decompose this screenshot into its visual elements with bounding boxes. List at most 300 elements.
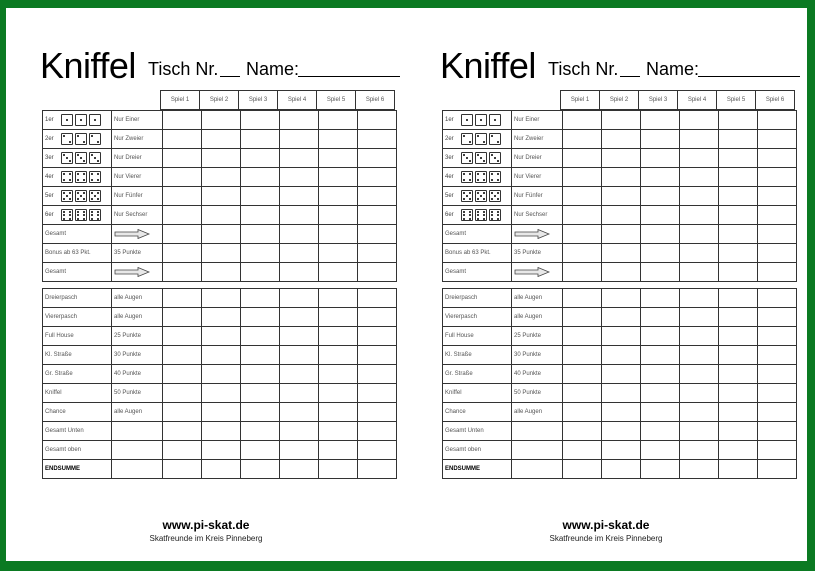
score-cell[interactable] xyxy=(563,327,602,346)
score-cell[interactable] xyxy=(319,263,358,282)
score-cell[interactable] xyxy=(319,289,358,308)
row-hint: Nur Einer xyxy=(512,111,563,130)
die-2-icon xyxy=(61,133,73,145)
row-label-text: 2er xyxy=(445,136,454,142)
score-cell[interactable] xyxy=(241,365,280,384)
score-cell[interactable] xyxy=(680,149,719,168)
row-label xyxy=(443,206,512,225)
row-hint: 40 Punkte xyxy=(112,365,163,384)
score-cell[interactable] xyxy=(163,365,202,384)
score-cell[interactable] xyxy=(563,308,602,327)
score-cell[interactable] xyxy=(680,187,719,206)
row-hint: Nur Vierer xyxy=(512,168,563,187)
score-cell[interactable] xyxy=(602,111,641,130)
score-cell[interactable] xyxy=(680,441,719,460)
score-row xyxy=(443,263,797,282)
score-cell[interactable] xyxy=(719,225,758,244)
score-row xyxy=(443,130,797,149)
row-label xyxy=(43,206,112,225)
score-row xyxy=(43,149,397,168)
score-cell[interactable] xyxy=(319,308,358,327)
score-cell[interactable] xyxy=(280,168,319,187)
score-cell[interactable] xyxy=(641,327,680,346)
score-cell[interactable] xyxy=(163,225,202,244)
row-hint xyxy=(512,422,563,441)
score-cell[interactable] xyxy=(563,263,602,282)
die-6-icon xyxy=(489,209,501,221)
score-cell[interactable] xyxy=(641,187,680,206)
score-cell[interactable] xyxy=(563,403,602,422)
score-cell[interactable] xyxy=(719,168,758,187)
score-cell[interactable] xyxy=(758,206,797,225)
score-cell[interactable] xyxy=(241,130,280,149)
score-cell[interactable] xyxy=(319,225,358,244)
table-number-field[interactable] xyxy=(620,76,640,77)
score-cell[interactable] xyxy=(202,149,241,168)
row-label xyxy=(43,130,112,149)
score-cell[interactable] xyxy=(163,187,202,206)
score-row xyxy=(43,111,397,130)
row-label: Gesamt Unten xyxy=(43,422,112,441)
game-header xyxy=(442,90,795,110)
score-cell[interactable] xyxy=(280,441,319,460)
score-cell[interactable] xyxy=(241,308,280,327)
score-cell[interactable] xyxy=(563,422,602,441)
row-label: Dreierpasch xyxy=(43,289,112,308)
score-cell[interactable] xyxy=(358,244,397,263)
score-cell[interactable] xyxy=(358,289,397,308)
score-cell[interactable] xyxy=(280,289,319,308)
score-cell[interactable] xyxy=(641,422,680,441)
score-cell[interactable] xyxy=(280,460,319,479)
score-cell[interactable] xyxy=(719,111,758,130)
score-cell[interactable] xyxy=(163,263,202,282)
row-label: Dreierpasch xyxy=(443,289,512,308)
score-cell[interactable] xyxy=(641,365,680,384)
score-cell[interactable] xyxy=(163,289,202,308)
row-label-text: 6er xyxy=(445,212,454,218)
score-cell[interactable] xyxy=(758,149,797,168)
score-cell[interactable] xyxy=(202,244,241,263)
score-cell[interactable] xyxy=(202,187,241,206)
score-cell[interactable] xyxy=(602,308,641,327)
table-number-label: Tisch Nr. xyxy=(148,59,219,79)
row-label: Gr. Straße xyxy=(43,365,112,384)
score-cell[interactable] xyxy=(719,403,758,422)
score-cell[interactable] xyxy=(719,149,758,168)
score-cell[interactable] xyxy=(758,263,797,282)
die-1-icon xyxy=(61,114,73,126)
score-cell[interactable] xyxy=(641,441,680,460)
row-label xyxy=(43,149,112,168)
score-cell[interactable] xyxy=(641,460,680,479)
game-column-header: Spiel 5 xyxy=(317,91,356,110)
score-cell[interactable] xyxy=(319,460,358,479)
score-cell[interactable] xyxy=(358,441,397,460)
score-cell[interactable] xyxy=(602,244,641,263)
row-hint: alle Augen xyxy=(112,403,163,422)
score-cell[interactable] xyxy=(202,327,241,346)
score-cell[interactable] xyxy=(202,346,241,365)
score-cell[interactable] xyxy=(202,206,241,225)
score-cell[interactable] xyxy=(358,346,397,365)
score-cell[interactable] xyxy=(241,403,280,422)
score-cell[interactable] xyxy=(163,460,202,479)
score-cell[interactable] xyxy=(758,130,797,149)
score-cell[interactable] xyxy=(602,327,641,346)
score-cell[interactable] xyxy=(680,289,719,308)
score-cell[interactable] xyxy=(241,327,280,346)
score-cell[interactable] xyxy=(758,187,797,206)
score-cell[interactable] xyxy=(641,206,680,225)
score-cell[interactable] xyxy=(680,346,719,365)
row-label: Gesamt xyxy=(43,225,112,244)
score-cell[interactable] xyxy=(680,168,719,187)
score-cell[interactable] xyxy=(280,422,319,441)
score-cell[interactable] xyxy=(319,346,358,365)
score-cell[interactable] xyxy=(563,460,602,479)
row-label: Gr. Straße xyxy=(443,365,512,384)
score-cell[interactable] xyxy=(602,263,641,282)
row-label: Chance xyxy=(43,403,112,422)
score-cell[interactable] xyxy=(163,403,202,422)
die-6-icon xyxy=(89,209,101,221)
die-4-icon xyxy=(89,171,101,183)
score-cell[interactable] xyxy=(602,441,641,460)
row-hint xyxy=(112,441,163,460)
score-cell[interactable] xyxy=(319,422,358,441)
score-cell[interactable] xyxy=(641,263,680,282)
table-number-field[interactable] xyxy=(220,76,240,77)
score-cell[interactable] xyxy=(358,111,397,130)
score-cell[interactable] xyxy=(563,111,602,130)
sheet-title: Kniffel xyxy=(40,45,136,86)
score-cell[interactable] xyxy=(358,327,397,346)
score-cell[interactable] xyxy=(563,149,602,168)
score-cell[interactable] xyxy=(280,244,319,263)
score-row xyxy=(43,422,397,441)
score-row xyxy=(43,168,397,187)
score-cell[interactable] xyxy=(680,327,719,346)
name-label: Name: xyxy=(646,59,700,79)
score-cell[interactable] xyxy=(280,403,319,422)
score-cell[interactable] xyxy=(758,111,797,130)
score-cell[interactable] xyxy=(680,384,719,403)
score-cell[interactable] xyxy=(563,244,602,263)
score-cell[interactable] xyxy=(758,346,797,365)
score-cell[interactable] xyxy=(280,130,319,149)
score-cell[interactable] xyxy=(602,384,641,403)
score-cell[interactable] xyxy=(241,422,280,441)
score-row xyxy=(43,346,397,365)
score-cell[interactable] xyxy=(163,206,202,225)
score-cell[interactable] xyxy=(680,460,719,479)
score-cell[interactable] xyxy=(602,460,641,479)
score-cell[interactable] xyxy=(319,327,358,346)
row-hint: alle Augen xyxy=(512,308,563,327)
score-cell[interactable] xyxy=(719,289,758,308)
score-cell[interactable] xyxy=(358,403,397,422)
score-cell[interactable] xyxy=(758,168,797,187)
score-cell[interactable] xyxy=(241,441,280,460)
score-cell[interactable] xyxy=(602,403,641,422)
score-cell[interactable] xyxy=(163,111,202,130)
score-cell[interactable] xyxy=(202,225,241,244)
score-cell[interactable] xyxy=(163,130,202,149)
score-cell[interactable] xyxy=(602,206,641,225)
row-label: Gesamt oben xyxy=(43,441,112,460)
grand-total-label: ENDSUMME xyxy=(443,460,512,479)
score-cell[interactable] xyxy=(280,365,319,384)
game-header xyxy=(42,90,395,110)
score-cell[interactable] xyxy=(358,263,397,282)
score-cell[interactable] xyxy=(758,422,797,441)
score-cell[interactable] xyxy=(563,365,602,384)
score-cell[interactable] xyxy=(719,206,758,225)
score-cell[interactable] xyxy=(319,130,358,149)
score-cell[interactable] xyxy=(641,308,680,327)
score-cell[interactable] xyxy=(319,403,358,422)
score-cell[interactable] xyxy=(602,225,641,244)
score-cell[interactable] xyxy=(563,168,602,187)
die-5-icon xyxy=(89,190,101,202)
score-row xyxy=(443,327,797,346)
die-4-icon xyxy=(489,171,501,183)
score-cell[interactable] xyxy=(680,263,719,282)
lower-section xyxy=(42,288,397,479)
score-cell[interactable] xyxy=(358,187,397,206)
score-cell[interactable] xyxy=(241,384,280,403)
score-cell[interactable] xyxy=(280,187,319,206)
score-row xyxy=(43,187,397,206)
score-cell[interactable] xyxy=(358,308,397,327)
score-cell[interactable] xyxy=(202,441,241,460)
score-cell[interactable] xyxy=(358,365,397,384)
score-cell[interactable] xyxy=(641,346,680,365)
score-cell[interactable] xyxy=(319,206,358,225)
score-cell[interactable] xyxy=(241,168,280,187)
score-cell[interactable] xyxy=(280,111,319,130)
score-cell[interactable] xyxy=(563,441,602,460)
row-label-text: 5er xyxy=(45,193,54,199)
score-cell[interactable] xyxy=(563,289,602,308)
score-cell[interactable] xyxy=(202,403,241,422)
score-cell[interactable] xyxy=(719,346,758,365)
score-cell[interactable] xyxy=(758,365,797,384)
score-row xyxy=(443,365,797,384)
header-spacer xyxy=(442,91,510,110)
score-cell[interactable] xyxy=(680,130,719,149)
score-cell[interactable] xyxy=(563,225,602,244)
score-cell[interactable] xyxy=(241,111,280,130)
score-cell[interactable] xyxy=(563,384,602,403)
score-cell[interactable] xyxy=(602,168,641,187)
game-column-header: Spiel 4 xyxy=(278,91,317,110)
score-cell[interactable] xyxy=(641,168,680,187)
score-cell[interactable] xyxy=(641,403,680,422)
score-cell[interactable] xyxy=(719,327,758,346)
score-cell[interactable] xyxy=(563,130,602,149)
score-cell[interactable] xyxy=(358,384,397,403)
score-cell[interactable] xyxy=(641,149,680,168)
score-cell[interactable] xyxy=(719,422,758,441)
score-cell[interactable] xyxy=(602,422,641,441)
score-cell[interactable] xyxy=(680,206,719,225)
score-cell[interactable] xyxy=(241,263,280,282)
score-cell[interactable] xyxy=(602,149,641,168)
score-row xyxy=(443,244,797,263)
score-cell[interactable] xyxy=(241,289,280,308)
score-cell[interactable] xyxy=(241,187,280,206)
score-cell[interactable] xyxy=(758,327,797,346)
score-cell[interactable] xyxy=(719,365,758,384)
row-hint: alle Augen xyxy=(512,403,563,422)
header-spacer xyxy=(42,91,110,110)
score-cell[interactable] xyxy=(719,263,758,282)
score-cell[interactable] xyxy=(680,308,719,327)
score-cell[interactable] xyxy=(319,365,358,384)
die-3-icon xyxy=(489,152,501,164)
score-cell[interactable] xyxy=(358,225,397,244)
score-cell[interactable] xyxy=(641,111,680,130)
die-6-icon xyxy=(461,209,473,221)
score-cell[interactable] xyxy=(280,384,319,403)
score-cell[interactable] xyxy=(641,384,680,403)
score-cell[interactable] xyxy=(280,149,319,168)
score-cell[interactable] xyxy=(641,244,680,263)
score-cell[interactable] xyxy=(602,187,641,206)
score-cell[interactable] xyxy=(719,308,758,327)
die-1-icon xyxy=(461,114,473,126)
score-cell[interactable] xyxy=(680,111,719,130)
score-cell[interactable] xyxy=(319,441,358,460)
score-cell[interactable] xyxy=(641,130,680,149)
score-cell[interactable] xyxy=(358,460,397,479)
score-cell[interactable] xyxy=(758,441,797,460)
score-cell[interactable] xyxy=(163,168,202,187)
score-cell[interactable] xyxy=(202,384,241,403)
score-row xyxy=(43,403,397,422)
score-cell[interactable] xyxy=(202,168,241,187)
score-cell[interactable] xyxy=(319,244,358,263)
score-cell[interactable] xyxy=(719,244,758,263)
score-cell[interactable] xyxy=(358,130,397,149)
score-cell[interactable] xyxy=(163,422,202,441)
score-cell[interactable] xyxy=(280,263,319,282)
score-cell[interactable] xyxy=(641,289,680,308)
score-cell[interactable] xyxy=(202,460,241,479)
score-cell[interactable] xyxy=(241,244,280,263)
score-cell[interactable] xyxy=(602,365,641,384)
score-cell[interactable] xyxy=(563,346,602,365)
score-cell[interactable] xyxy=(163,327,202,346)
score-cell[interactable] xyxy=(241,346,280,365)
score-cell[interactable] xyxy=(719,441,758,460)
score-cell[interactable] xyxy=(241,206,280,225)
die-2-icon xyxy=(89,133,101,145)
score-cell[interactable] xyxy=(319,149,358,168)
score-cell[interactable] xyxy=(680,403,719,422)
score-cell[interactable] xyxy=(163,346,202,365)
score-cell[interactable] xyxy=(280,225,319,244)
row-hint xyxy=(112,422,163,441)
score-cell[interactable] xyxy=(719,460,758,479)
score-cell[interactable] xyxy=(280,346,319,365)
score-cell[interactable] xyxy=(202,289,241,308)
row-label xyxy=(43,111,112,130)
score-cell[interactable] xyxy=(602,289,641,308)
score-cell[interactable] xyxy=(280,327,319,346)
score-cell[interactable] xyxy=(758,384,797,403)
score-cell[interactable] xyxy=(602,130,641,149)
score-cell[interactable] xyxy=(680,365,719,384)
score-cell[interactable] xyxy=(719,384,758,403)
score-cell[interactable] xyxy=(758,244,797,263)
score-cell[interactable] xyxy=(202,308,241,327)
score-cell[interactable] xyxy=(758,308,797,327)
score-cell[interactable] xyxy=(680,244,719,263)
score-row xyxy=(443,308,797,327)
score-cell[interactable] xyxy=(319,384,358,403)
score-cell[interactable] xyxy=(319,168,358,187)
score-cell[interactable] xyxy=(319,187,358,206)
score-cell[interactable] xyxy=(680,422,719,441)
score-cell[interactable] xyxy=(163,244,202,263)
score-cell[interactable] xyxy=(163,384,202,403)
score-cell[interactable] xyxy=(202,130,241,149)
score-cell[interactable] xyxy=(758,225,797,244)
score-cell[interactable] xyxy=(358,168,397,187)
score-cell[interactable] xyxy=(758,460,797,479)
name-field[interactable] xyxy=(698,76,800,77)
row-hint: Nur Fünfer xyxy=(112,187,163,206)
score-cell[interactable] xyxy=(358,149,397,168)
die-5-icon xyxy=(75,190,87,202)
score-cell[interactable] xyxy=(163,441,202,460)
sheet-title: Kniffel xyxy=(440,45,536,86)
score-cell[interactable] xyxy=(202,263,241,282)
arrow-right-icon xyxy=(114,267,150,277)
score-cell[interactable] xyxy=(280,206,319,225)
score-cell[interactable] xyxy=(202,111,241,130)
score-cell[interactable] xyxy=(241,225,280,244)
score-cell[interactable] xyxy=(719,187,758,206)
score-cell[interactable] xyxy=(358,422,397,441)
score-cell[interactable] xyxy=(358,206,397,225)
score-cell[interactable] xyxy=(680,225,719,244)
score-cell[interactable] xyxy=(719,130,758,149)
score-cell[interactable] xyxy=(163,308,202,327)
score-cell[interactable] xyxy=(563,206,602,225)
score-cell[interactable] xyxy=(602,346,641,365)
score-row xyxy=(43,365,397,384)
score-cell[interactable] xyxy=(641,225,680,244)
score-cell[interactable] xyxy=(202,365,241,384)
row-hint: 35 Punkte xyxy=(512,244,563,263)
score-cell[interactable] xyxy=(319,111,358,130)
row-hint: 25 Punkte xyxy=(512,327,563,346)
score-cell[interactable] xyxy=(758,403,797,422)
row-label xyxy=(43,168,112,187)
score-cell[interactable] xyxy=(758,289,797,308)
score-cell[interactable] xyxy=(163,149,202,168)
score-cell[interactable] xyxy=(563,187,602,206)
score-cell[interactable] xyxy=(202,422,241,441)
score-cell[interactable] xyxy=(241,149,280,168)
score-cell[interactable] xyxy=(241,460,280,479)
name-field[interactable] xyxy=(298,76,400,77)
score-cell[interactable] xyxy=(280,308,319,327)
